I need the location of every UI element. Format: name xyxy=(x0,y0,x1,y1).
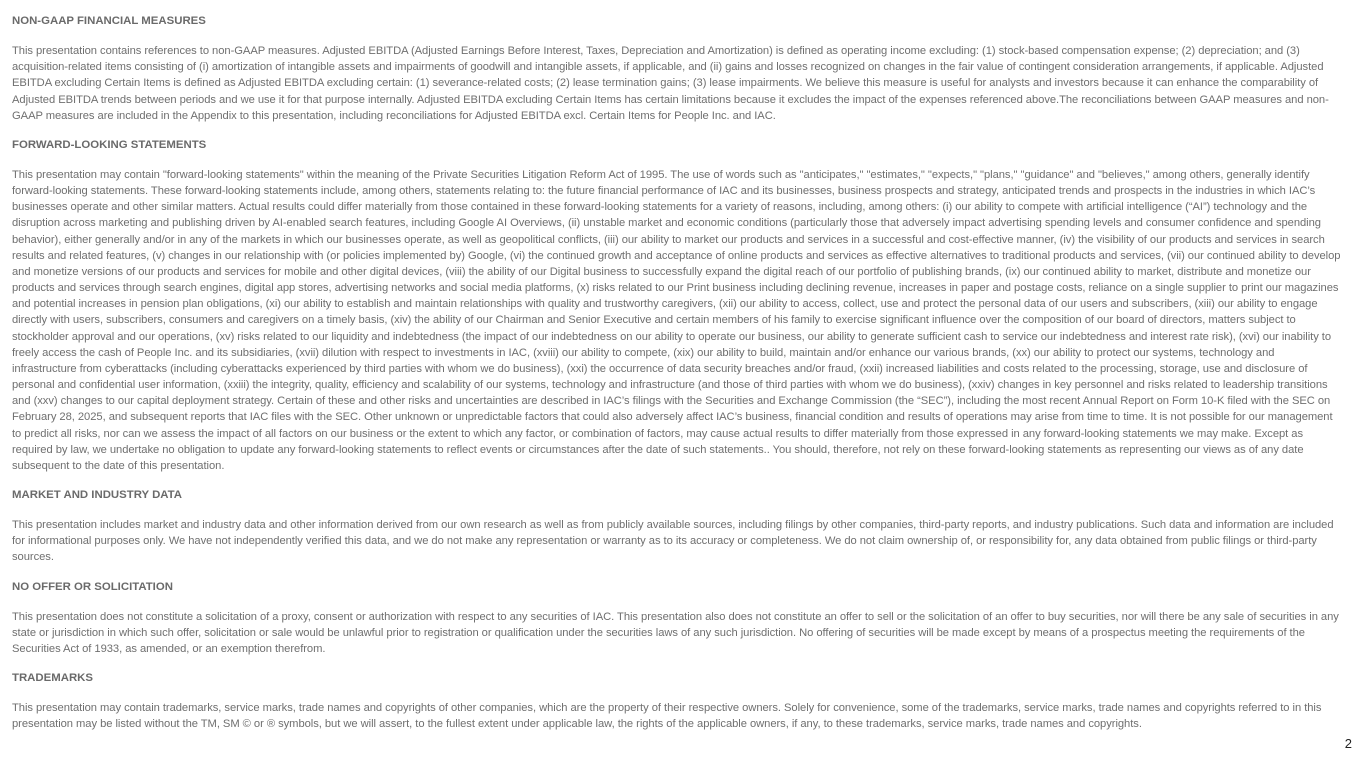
section-heading: NON-GAAP FINANCIAL MEASURES xyxy=(12,15,206,27)
disclaimer-page xyxy=(12,14,1342,747)
section-trademarks xyxy=(12,671,1342,732)
section-body: This presentation includes market and industry data and other information derived from our own research as well as from publicly available sources, including filings by other companies, third-party reports, and industry publications. Such data and information are included for informational purposes only. We have not independently verified this data, and we do not make any representation or warranty as to its accuracy or completeness. We do not claim ownership of, or responsibility for, any data obtained from public filings or third-party sources. xyxy=(12,518,1334,564)
section-market-industry xyxy=(12,488,1342,566)
section-no-offer xyxy=(12,580,1342,658)
section-body: This presentation may contain "forward-looking statements" within the meaning of the Private Securities Litigation Reform Act of 1995. The use of words such as "anticipates," "estimates," "expects," "plans," "guidance" and "believes," among others, generally identify forward-looking statements. These forward-looking statements include, among others, statements relating to: the future financial performance of IAC and its businesses, business prospects and strategy, anticipated trends and prospects in the industries in which IAC’s businesses operate and other similar matters. Actual results could differ materially from those contained in these forward-looking statements for a variety of reasons, including, among others: (i) our ability to compete with artificial intelligence (“AI”) technology and the disruption across marketing and publishing driven by AI-enabled search features, including Google AI Overviews, (ii) unstable market and economic conditions (particularly those that adversely impact advertising spending levels and consumer confidence and spending behavior), either generally and/or in any of the markets in which our businesses operate, as well as geopolitical conflicts, (iii) our ability to market our products and services in a successful and cost-effective manner, (iv) the visibility of our products and services in search results and related features, (v) changes in our relationship with (or policies implemented by) Google, (vi) the continued growth and acceptance of online products and services as effective alternatives to traditional products and services, (vii) our continued ability to develop and monetize versions of our products and services for mobile and other digital devices, (viii) the ability of our Digital business to successfully expand the digital reach of our portfolio of publishing brands, (ix) our continued ability to market, distribute and monetize our products and services through search engines, digital app stores, advertising networks and social media platforms, (x) risks related to our Print business including declining revenue, increases in paper and postage costs, reliance on a single supplier to print our magazines and potential increases in pension plan obligations, (xi) our ability to establish and maintain relationships with quality and trustworthy caregivers, (xii) our ability to access, collect, use and protect the personal data of our users and subscribers, (xiii) our ability to engage directly with users, subscribers, consumers and caregivers on a timely basis, (xiv) the ability of our Chairman and Senior Executive and certain members of his family to exercise significant influence over the composition of our board of directors, matters subject to stockholder approval and our operations, (xv) risks related to our liquidity and indebtedness (the impact of our indebtedness on our ability to operate our business, our ability to generate sufficient cash to service our indebtedness and interest rate risk), (xvi) our inability to freely access the cash of People Inc. and its subsidiaries, (xvii) dilution with respect to investments in IAC, (xviii) our ability to compete, (xix) our ability to build, maintain and/or enhance our various brands, (xx) our ability to protect our systems, technology and infrastructure from cyberattacks (including cyberattacks experienced by third parties with whom we do business), (xxi) the occurrence of data security breaches and/or fraud, (xxii) increased liabilities and costs related to the processing, storage, use and disclosure of personal and confidential user information, (xxiii) the integrity, quality, efficiency and scalability of our systems, technology and infrastructure (and those of third parties with whom we do business), (xxiv) changes in key personnel and risks related to leadership transitions and (xxv) changes to our capital deployment strategy. Certain of these and other risks and uncertainties are described in IAC’s filings with the Securities and Exchange Commission (the “SEC”), including the most recent Annual Report on Form 10-K filed with the SEC on February 28, 2025, and subsequent reports that IAC files with the SEC. Other unknown or unpredictable factors that could also adversely affect IAC’s business, financial condition and results of operations may arise from time to time. It is not possible for our management to predict all risks, nor can we assess the impact of all factors on our business or the extent to which any factor, or combination of factors, may cause actual results to differ materially from those expressed in any forward-looking statements we may make. Except as required by law, we undertake no obligation to update any forward-looking statements to reflect events or circumstances after the date of such statements.. You should, therefore, not rely on these forward-looking statements as representing our views as of any date subsequent to the date of this presentation. xyxy=(12,169,1341,472)
section-heading: MARKET AND INDUSTRY DATA xyxy=(12,488,183,501)
section-heading: NO OFFER OR SOLICITATION xyxy=(12,580,173,593)
page-number: 2 xyxy=(1344,736,1352,751)
section-heading: TRADEMARKS xyxy=(12,672,93,685)
section-body: This presentation does not constitute a solicitation of a proxy, consent or authorization with respect to any securities of IAC. This presentation also does not constitute an offer to sell or the solicitation of an offer to buy securities, nor will there be any sale of securities in any state or jurisdiction in which such offer, solicitation or sale would be unlawful prior to registration or qualification under the securities laws of any such jurisdiction. No offering of securities will be made except by means of a prospectus meeting the requirements of the Securities Act of 1933, as amended, or an exemption therefrom. xyxy=(12,610,1339,655)
section-forward-looking xyxy=(12,138,1342,474)
section-body: This presentation may contain trademarks, service marks, trade names and copyrights of other companies, which are the property of their respective owners. Solely for convenience, some of the trademarks, service marks, trade names and copyrights referred to in this presentation may be listed without the TM, SM © or ® symbols, but we will assert, to the fullest extent under applicable law, the rights of the applicable owners, if any, to these trademarks, service marks, trade names and copyrights. xyxy=(12,702,1322,731)
section-body: This presentation contains references to non-GAAP measures. Adjusted EBITDA (Adjusted Earnings Before Interest, Taxes, Depreciation and Amortization) is defined as operating income excluding: (1) stock-based compensation expense; (2) depreciation; and (3) acquisition-related items consisting of (i) amortization of intangible assets and impairments of goodwill and intangible assets, if applicable, and (ii) gains and losses recognized on changes in the fair value of contingent consideration arrangements, if applicable. Adjusted EBITDA excluding Certain Items is defined as Adjusted EBITDA excluding certain: (1) severance-related costs; (2) lease termination gains; (3) lease impairments. We believe this measure is useful for analysts and investors because it can enhance the comparability of Adjusted EBITDA trends between periods and we use it for that purpose internally. Adjusted EBITDA excluding Certain Items has certain limitations because it excludes the impact of the expenses referenced above.The reconciliations between GAAP measures and non-GAAP measures are included in the Appendix to this presentation, including reconciliations for Adjusted EBITDA excl. Certain Items for People Inc. and IAC. xyxy=(12,45,1329,122)
section-heading: FORWARD-LOOKING STATEMENTS xyxy=(12,139,207,152)
section-non-gaap xyxy=(12,14,1342,124)
